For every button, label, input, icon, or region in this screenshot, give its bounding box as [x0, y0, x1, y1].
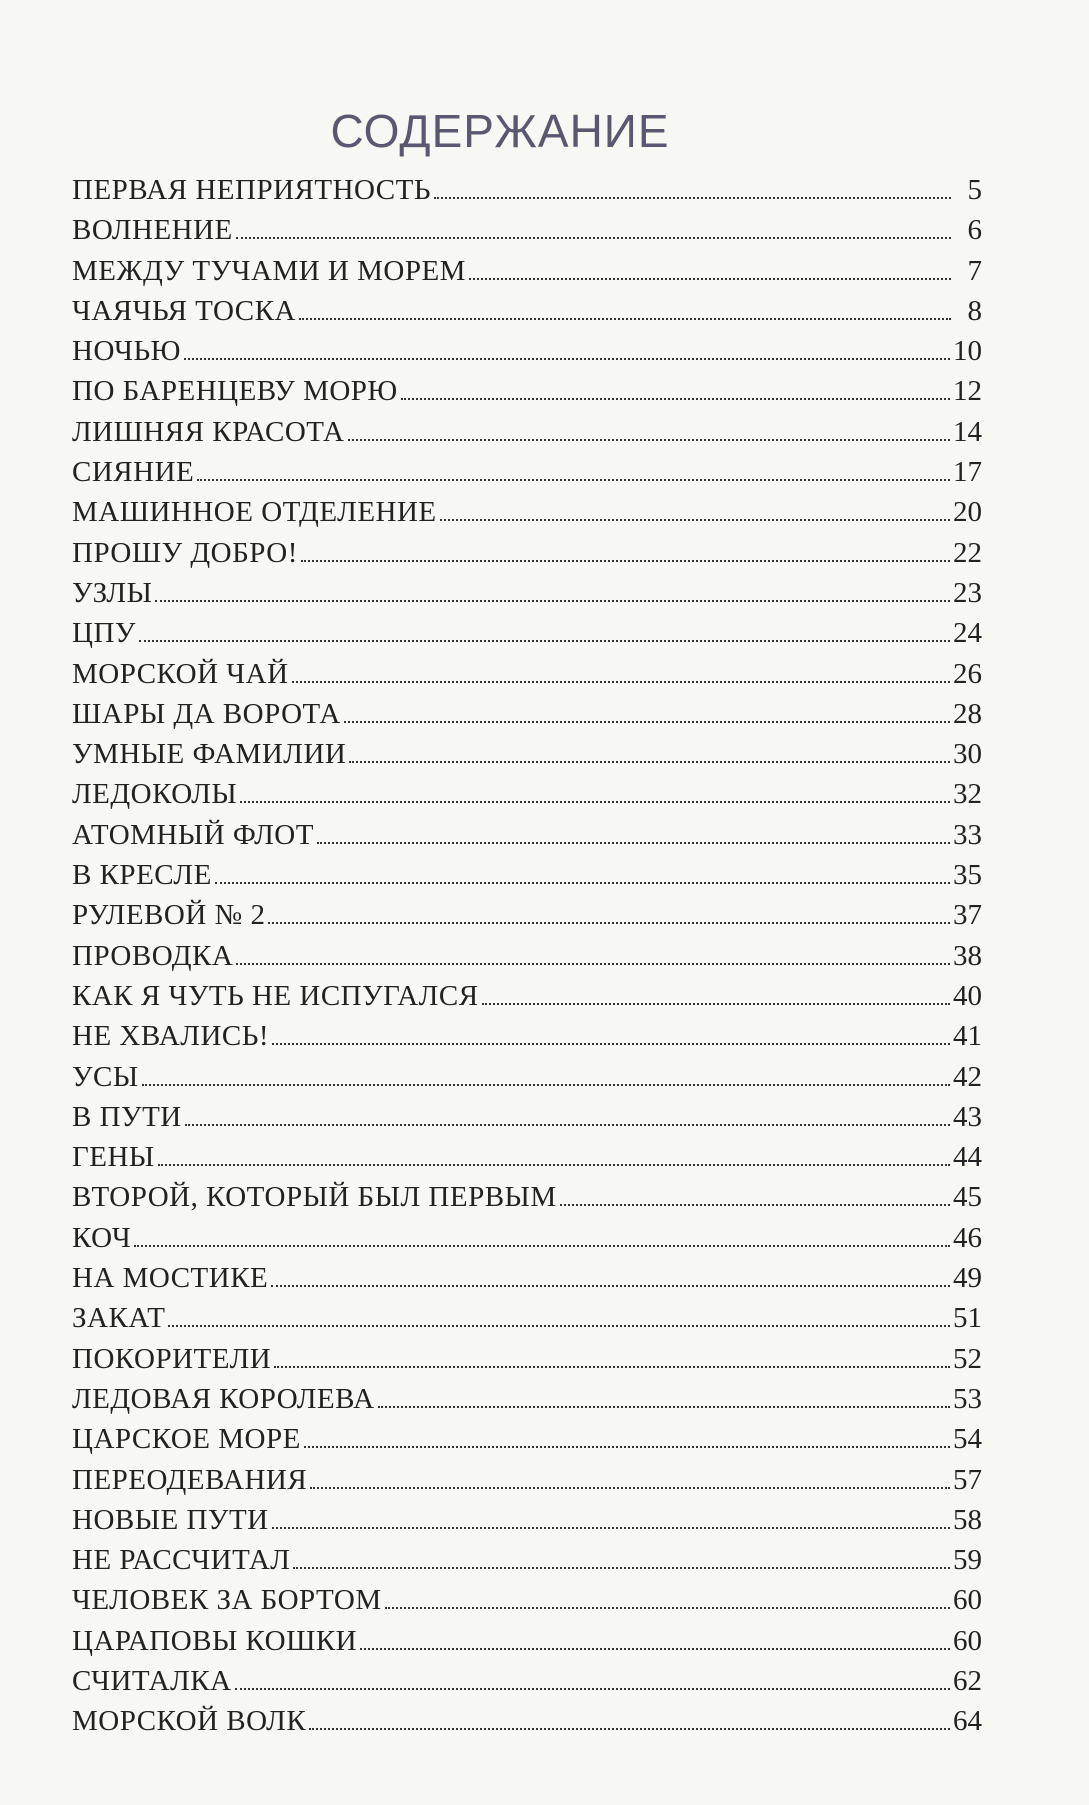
toc-entry-page-number: 33 [953, 818, 982, 851]
toc-entry [72, 895, 982, 935]
dot-leader [185, 1124, 950, 1126]
toc-entry-title: ЧЕЛОВЕК ЗА БОРТОМ [72, 1584, 382, 1617]
toc-entry-page-number: 23 [953, 576, 982, 609]
toc-entry-page-number: 62 [953, 1664, 982, 1697]
toc-entry-title: УЗЛЫ [72, 576, 153, 609]
toc-entry-title: МАШИННОЕ ОТДЕЛЕНИЕ [72, 496, 437, 529]
toc-entry-title: ЛИШНЯЯ КРАСОТА [72, 415, 345, 448]
toc-entry-title: МЕЖДУ ТУЧАМИ И МОРЕМ [72, 254, 466, 287]
toc-entry [72, 492, 982, 532]
toc-entry-title: СИЯНИЕ [72, 456, 195, 489]
dot-leader [299, 318, 951, 320]
toc-entry-page-number: 32 [953, 778, 982, 811]
toc-entry-page-number: 7 [967, 254, 982, 287]
toc-entry [72, 331, 982, 371]
toc-entry [72, 1500, 982, 1540]
toc-entry-title: ВОЛНЕНИЕ [72, 214, 233, 247]
dot-leader [469, 278, 951, 280]
toc-entry [72, 1419, 982, 1459]
toc-entry-title: ПРОШУ ДОБРО! [72, 536, 298, 569]
toc-entry [72, 452, 982, 492]
toc-entry [72, 1580, 982, 1620]
toc-entry [72, 573, 982, 613]
dot-leader [401, 398, 950, 400]
toc-entry-page-number: 44 [953, 1141, 982, 1174]
toc-entry [72, 855, 982, 895]
toc-entry-page-number: 51 [953, 1302, 982, 1335]
dot-leader [155, 600, 950, 602]
toc-entry [72, 412, 982, 452]
toc-entry-title: МОРСКОЙ ЧАЙ [72, 657, 289, 690]
toc-entry [72, 694, 982, 734]
toc-entry-page-number: 24 [953, 617, 982, 650]
dot-leader [274, 1366, 950, 1368]
dot-leader [348, 439, 950, 441]
toc-entry [72, 291, 982, 331]
toc-entry-page-number: 35 [953, 859, 982, 892]
dot-leader [310, 1487, 950, 1489]
dot-leader [271, 1285, 950, 1287]
dot-leader [317, 842, 950, 844]
toc-entry-title: ВТОРОЙ, КОТОРЫЙ БЫЛ ПЕРВЫМ [72, 1181, 557, 1214]
toc-entry [72, 1339, 982, 1379]
dot-leader [236, 237, 951, 239]
toc-entry-page-number: 57 [953, 1463, 982, 1496]
toc-entry [72, 1661, 982, 1701]
dot-leader [301, 560, 950, 562]
toc-entry [72, 1137, 982, 1177]
toc-entry-page-number: 8 [967, 294, 982, 327]
toc-entry-title: ПО БАРЕНЦЕВУ МОРЮ [72, 375, 398, 408]
toc-entry-page-number: 26 [953, 657, 982, 690]
toc-entry-title: ЗАКАТ [72, 1302, 166, 1335]
toc-entry-page-number: 12 [953, 375, 982, 408]
toc-entry-page-number: 17 [953, 456, 982, 489]
toc-entry [72, 1097, 982, 1137]
toc-entry-page-number: 59 [953, 1544, 982, 1577]
toc-entry-page-number: 52 [953, 1342, 982, 1375]
toc-entry-title: ЦАРСКОЕ МОРЕ [72, 1423, 301, 1456]
toc-entry-title: ПРОВОДКА [72, 939, 234, 972]
toc-entry [72, 734, 982, 774]
dot-leader [349, 761, 950, 763]
dot-leader [142, 1084, 950, 1086]
toc-entry-title: НОЧЬЮ [72, 335, 181, 368]
page-title: СОДЕРЖАНИЕ [330, 105, 670, 157]
dot-leader [158, 1164, 950, 1166]
toc-entry [72, 1258, 982, 1298]
toc-entry [72, 1057, 982, 1097]
toc-entry-page-number: 54 [953, 1423, 982, 1456]
toc-entry [72, 170, 982, 210]
dot-leader [378, 1406, 950, 1408]
dot-leader [309, 1728, 950, 1730]
dot-leader [292, 681, 950, 683]
table-of-contents [72, 170, 982, 1742]
dot-leader [168, 1325, 950, 1327]
toc-entry-page-number: 45 [953, 1181, 982, 1214]
toc-entry-title: НЕ ХВАЛИСЬ! [72, 1020, 270, 1053]
toc-entry-title: ПОКОРИТЕЛИ [72, 1342, 272, 1375]
toc-entry-title: РУЛЕВОЙ № 2 [72, 899, 266, 932]
toc-entry [72, 613, 982, 653]
dot-leader [272, 1043, 950, 1045]
toc-entry-page-number: 46 [953, 1221, 982, 1254]
toc-entry-page-number: 60 [953, 1624, 982, 1657]
dot-leader [293, 1567, 950, 1569]
toc-entry-page-number: 5 [967, 174, 982, 206]
toc-entry-title: В КРЕСЛЕ [72, 859, 212, 892]
toc-entry-title: УМНЫЕ ФАМИЛИИ [72, 738, 347, 771]
toc-entry [72, 815, 982, 855]
toc-entry-page-number: 41 [953, 1020, 982, 1053]
toc-entry [72, 371, 982, 411]
dot-leader [215, 882, 950, 884]
toc-entry-title: ШАРЫ ДА ВОРОТА [72, 697, 341, 730]
toc-entry-title: АТОМНЫЙ ФЛОТ [72, 818, 314, 851]
toc-entry-page-number: 20 [953, 496, 982, 529]
toc-entry [72, 210, 982, 250]
toc-entry-page-number: 40 [953, 979, 982, 1012]
toc-entry-title: ЧАЯЧЬЯ ТОСКА [72, 294, 296, 327]
toc-entry-title: ПЕРВАЯ НЕПРИЯТНОСТЬ [72, 174, 432, 206]
dot-leader [360, 1648, 950, 1650]
toc-entry-page-number: 10 [953, 335, 982, 368]
toc-entry-title: ПЕРЕОДЕВАНИЯ [72, 1463, 308, 1496]
toc-entry-title: СЧИТАЛКА [72, 1664, 232, 1697]
toc-entry-page-number: 14 [953, 415, 982, 448]
toc-entry [72, 654, 982, 694]
toc-entry-page-number: 28 [953, 697, 982, 730]
toc-entry-page-number: 30 [953, 738, 982, 771]
dot-leader [134, 1245, 950, 1247]
toc-entry-page-number: 58 [953, 1503, 982, 1536]
toc-entry-title: КАК Я ЧУТЬ НЕ ИСПУГАЛСЯ [72, 979, 479, 1012]
toc-entry [72, 774, 982, 814]
dot-leader [304, 1446, 950, 1448]
dot-leader [272, 1527, 950, 1529]
toc-entry-title: УСЫ [72, 1060, 139, 1093]
toc-entry-title: ЛЕДОВАЯ КОРОЛЕВА [72, 1382, 375, 1415]
toc-entry [72, 1379, 982, 1419]
toc-entry [72, 1540, 982, 1580]
dot-leader [344, 721, 950, 723]
toc-entry-title: НА МОСТИКЕ [72, 1262, 269, 1295]
toc-entry-title: ЦАРАПОВЫ КОШКИ [72, 1624, 358, 1657]
dot-leader [434, 197, 951, 199]
dot-leader [560, 1204, 950, 1206]
toc-entry-page-number: 42 [953, 1060, 982, 1093]
toc-entry-page-number: 53 [953, 1382, 982, 1415]
toc-entry [72, 1460, 982, 1500]
toc-entry [72, 1701, 982, 1741]
dot-leader [197, 479, 950, 481]
toc-entry-page-number: 22 [953, 536, 982, 569]
toc-entry-page-number: 49 [953, 1262, 982, 1295]
toc-entry [72, 1218, 982, 1258]
toc-entry-title: КОЧ [72, 1221, 132, 1254]
toc-entry-title: ЛЕДОКОЛЫ [72, 778, 238, 811]
toc-entry-page-number: 6 [967, 214, 982, 247]
dot-leader [482, 1003, 950, 1005]
toc-entry-title: ГЕНЫ [72, 1141, 155, 1174]
dot-leader [184, 358, 950, 360]
toc-entry-page-number: 60 [953, 1584, 982, 1617]
toc-entry-title: МОРСКОЙ ВОЛК [72, 1705, 307, 1738]
toc-entry-title: НЕ РАССЧИТАЛ [72, 1544, 291, 1577]
toc-entry-page-number: 64 [953, 1705, 982, 1738]
dot-leader [385, 1607, 950, 1609]
toc-entry [72, 1298, 982, 1338]
toc-entry [72, 533, 982, 573]
toc-entry-page-number: 38 [953, 939, 982, 972]
toc-entry [72, 251, 982, 291]
toc-entry-title: НОВЫЕ ПУТИ [72, 1503, 269, 1536]
toc-entry-title: В ПУТИ [72, 1100, 182, 1133]
dot-leader [440, 519, 950, 521]
dot-leader [236, 963, 950, 965]
toc-entry [72, 1016, 982, 1056]
dot-leader [268, 922, 950, 924]
toc-entry [72, 1177, 982, 1217]
toc-entry [72, 1621, 982, 1661]
toc-entry-page-number: 37 [953, 899, 982, 932]
toc-entry-page-number: 43 [953, 1100, 982, 1133]
dot-leader [240, 801, 950, 803]
toc-entry [72, 976, 982, 1016]
dot-leader [235, 1688, 950, 1690]
dot-leader [139, 640, 950, 642]
toc-entry-title: ЦПУ [72, 617, 136, 650]
toc-entry [72, 936, 982, 976]
